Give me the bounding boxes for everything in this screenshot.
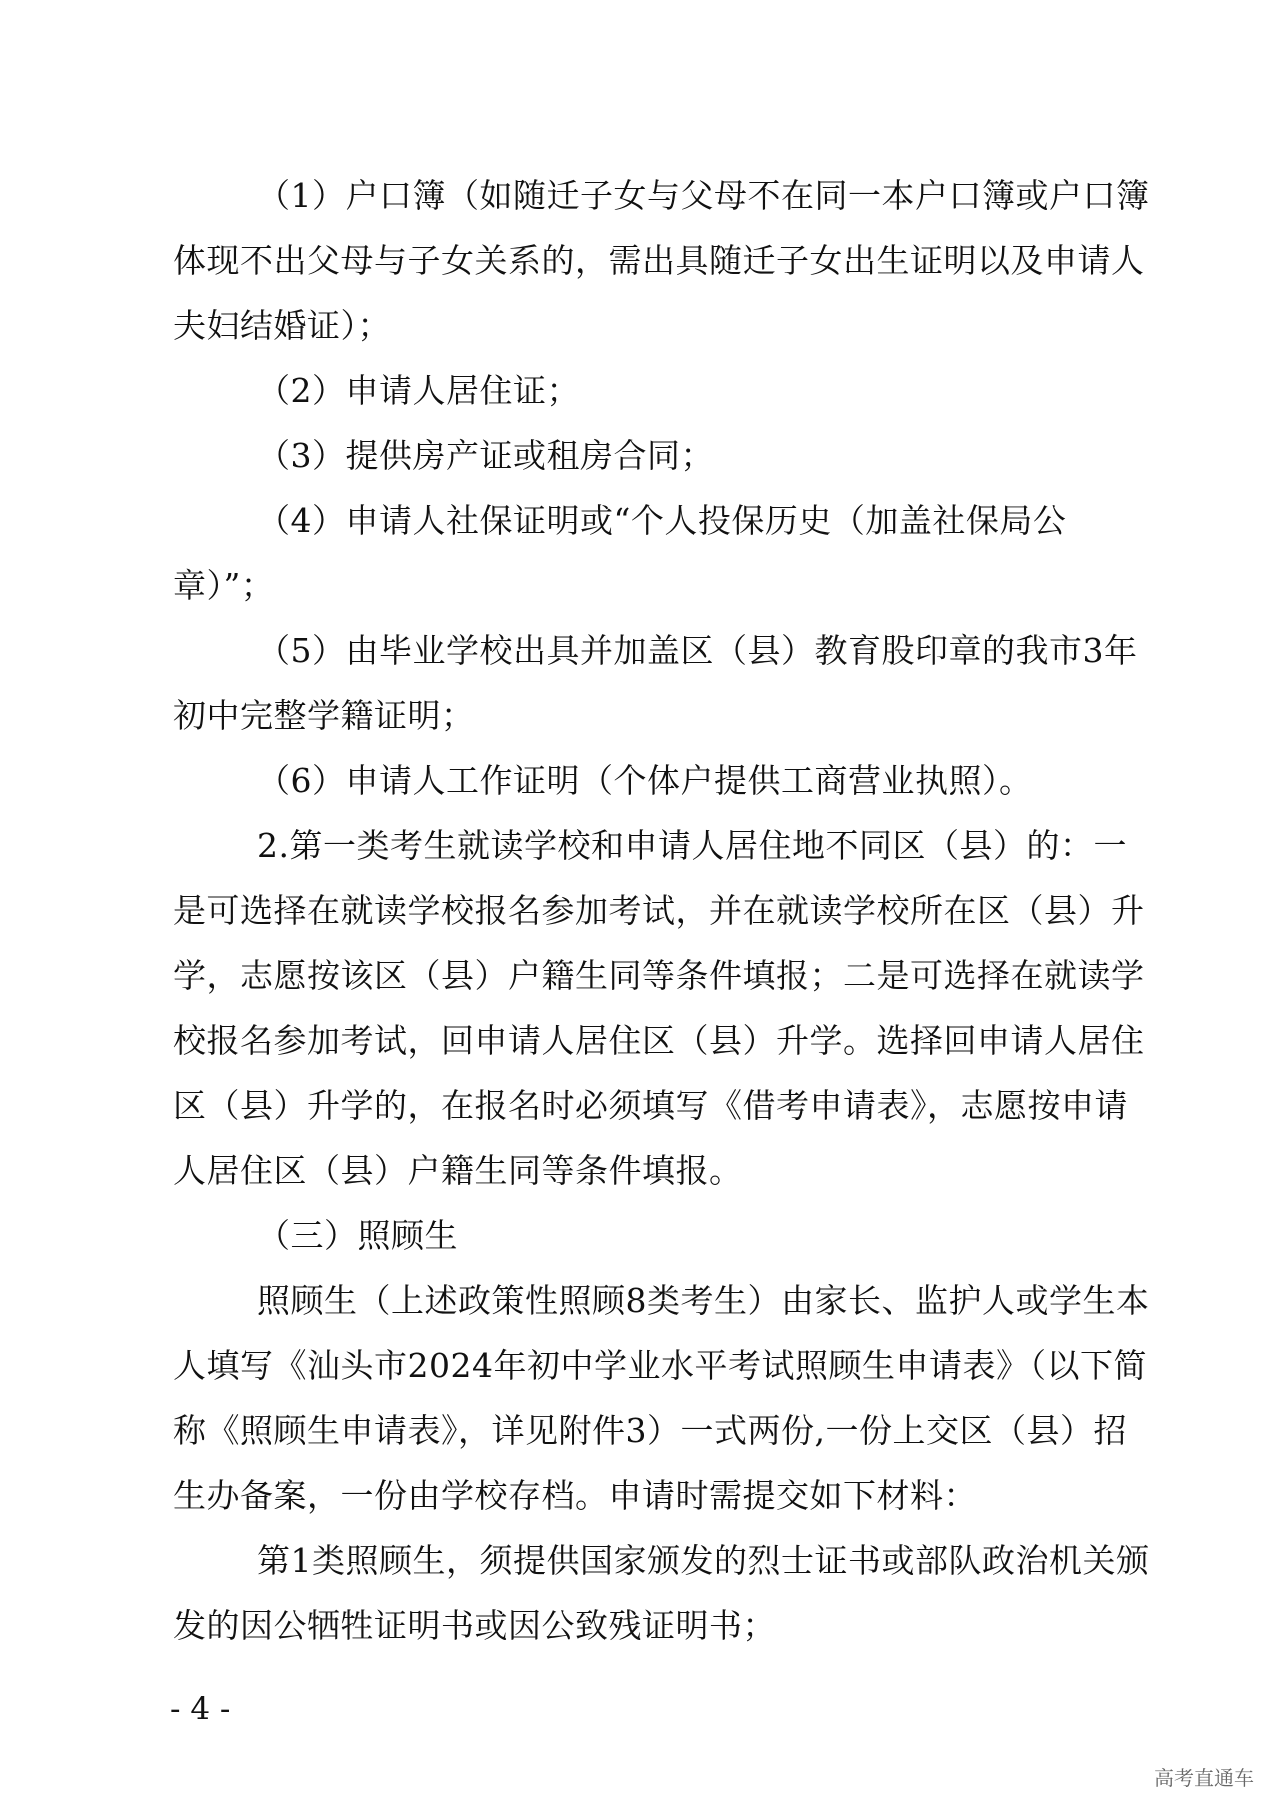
paragraph-item-4: （4）申请人社保证明或“个人投保历史（加盖社保局公章）”； [173,501,1067,605]
paragraph-item-2: （2）申请人居住证； [257,371,580,410]
document-body [173,163,1153,1658]
paragraph-care-type-1: 第1类照顾生，须提供国家颁发的烈士证书或部队政治机关颁发的因公牺牲证明书或因公致残证明书； [173,1541,1150,1645]
paragraph-item-3: （3）提供房产证或租房合同； [257,436,714,475]
paragraph-item-6: （6）申请人工作证明（个体户提供工商营业执照）。 [257,761,1033,800]
paragraph-care-students: 照顾生（上述政策性照顾8类考生）由家长、监护人或学生本人填写《汕头市2024年初中学业水平考试照顾生申请表》（以下简称《照顾生申请表》，详见附件3）一式两份,一份上交区（县）招生办备案，一份由学校存档。申请时需提交如下材料： [173,1281,1150,1515]
paragraph-item-5: （5）由毕业学校出具并加盖区（县）教育股印章的我市3年初中完整学籍证明； [173,631,1138,735]
paragraph-section-2: 2.第一类考生就读学校和申请人居住地不同区（县）的：一是可选择在就读学校报名参加考试，并在就读学校所在区（县）升学，志愿按该区（县）户籍生同等条件填报；二是可选择在就读学校报名参加考试，回申请人居住区（县）升学。选择回申请人居住区（县）升学的，在报名时必须填写《借考申请表》，志愿按申请人居住区（县）户籍生同等条件填报。 [173,826,1145,1190]
page-number: - 4 - [170,1691,231,1727]
paragraph-item-1: （1）户口簿（如随迁子女与父母不在同一本户口簿或户口簿体现不出父母与子女关系的，需出具随迁子女出生证明以及申请人夫妇结婚证）； [173,176,1150,345]
section-heading-care-students: （三）照顾生 [257,1216,458,1255]
watermark-text: 高考直通车 [1154,1766,1254,1790]
